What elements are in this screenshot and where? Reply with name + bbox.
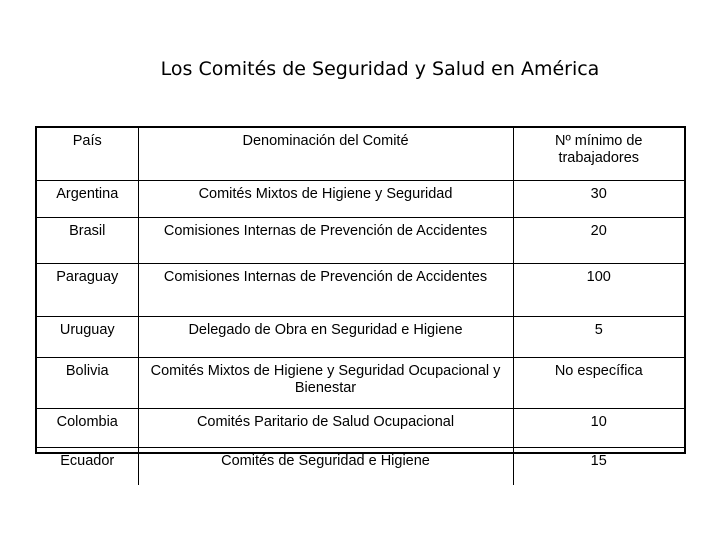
table-row: [37, 181, 684, 218]
cell-country: Argentina: [37, 181, 138, 218]
cell-minimum: 30: [513, 181, 684, 218]
header-country: País: [37, 128, 138, 181]
cell-minimum: No específica: [513, 358, 684, 409]
committees-table: [35, 126, 686, 469]
page-title: Los Comités de Seguridad y Salud en América: [160, 58, 600, 80]
table-row: [37, 317, 684, 358]
cell-committee: Comités Mixtos de Higiene y Seguridad: [138, 181, 513, 218]
cell-minimum: 100: [513, 264, 684, 317]
table-row: [37, 409, 684, 448]
table-row: [37, 358, 684, 409]
cell-committee: Comisiones Internas de Prevención de Accidentes: [138, 218, 513, 264]
table-header-row: [37, 128, 684, 181]
table-row: [37, 448, 684, 486]
cell-country: Colombia: [37, 409, 138, 448]
cell-minimum: 15: [513, 448, 684, 486]
cell-minimum: 10: [513, 409, 684, 448]
cell-committee: Comisiones Internas de Prevención de Accidentes: [138, 264, 513, 317]
cell-country: Paraguay: [37, 264, 138, 317]
cell-minimum: 5: [513, 317, 684, 358]
header-committee: Denominación del Comité: [138, 128, 513, 181]
cell-country: Ecuador: [37, 448, 138, 486]
table-row: [37, 218, 684, 264]
cell-committee: Delegado de Obra en Seguridad e Higiene: [138, 317, 513, 358]
cell-minimum: 20: [513, 218, 684, 264]
header-minimum-workers: Nº mínimo de trabajadores: [513, 128, 684, 181]
cell-country: Brasil: [37, 218, 138, 264]
cell-committee: Comités Mixtos de Higiene y Seguridad Ocupacional y Bienestar: [138, 358, 513, 409]
cell-committee: Comités Paritario de Salud Ocupacional: [138, 409, 513, 448]
committees-table-grid: [37, 128, 684, 485]
table-row: [37, 264, 684, 317]
cell-country: Uruguay: [37, 317, 138, 358]
cell-committee: Comités de Seguridad e Higiene: [138, 448, 513, 486]
cell-country: Bolivia: [37, 358, 138, 409]
